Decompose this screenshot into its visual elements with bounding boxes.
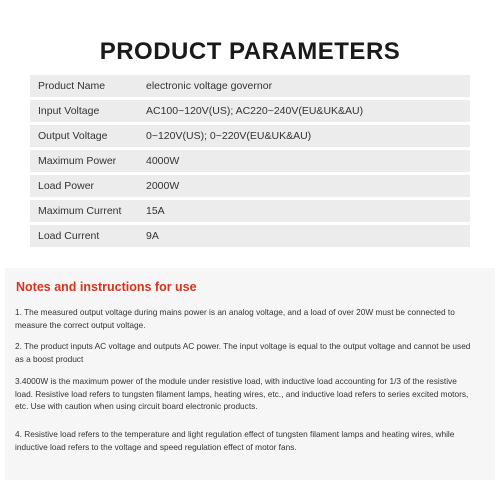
- param-value: 2000W: [146, 180, 180, 192]
- param-row-product-name: [30, 75, 470, 97]
- note-item-1: 1. The measured output voltage during mains power is an analog voltage, and a load of over 20W must be connected to measure the correct output voltage.: [15, 307, 455, 330]
- param-row-maximum-power: [30, 150, 470, 172]
- notes-heading: Notes and instructions for use: [16, 280, 197, 294]
- param-value: electronic voltage governor: [146, 80, 273, 92]
- param-row-output-voltage: [30, 125, 470, 147]
- param-label: Output Voltage: [38, 130, 108, 142]
- param-value: 9A: [146, 230, 159, 242]
- note-item-2: 2. The product inputs AC voltage and outputs AC power. The input voltage is equal to the output voltage and cannot be used as a boost product: [15, 341, 471, 364]
- param-label: Load Power: [38, 180, 95, 192]
- param-value: 0~120V(US); 0~220V(EU&UK&AU): [146, 130, 312, 142]
- page-title: PRODUCT PARAMETERS: [99, 38, 401, 65]
- param-label: Input Voltage: [38, 105, 100, 117]
- notes-section: [5, 268, 495, 480]
- param-row-maximum-current: [30, 200, 470, 222]
- note-item-3: 3.4000W is the maximum power of the module under resistive load, with inductive load accounting for 1/3 of the resistive load. Resistive load refers to tungsten filament lamps, heating wires, etc., and inductive load refers to series excited motors, etc. Use with caution when using circuit board electronic products.: [15, 376, 469, 411]
- param-label: Load Current: [38, 230, 100, 242]
- param-row-load-power: [30, 175, 470, 197]
- param-label: Maximum Current: [38, 205, 122, 217]
- param-label: Maximum Power: [38, 155, 117, 167]
- param-label: Product Name: [38, 80, 106, 92]
- param-value: 15A: [146, 205, 165, 217]
- param-value: 4000W: [146, 155, 180, 167]
- param-row-input-voltage: [30, 100, 470, 122]
- param-row-load-current: [30, 225, 470, 247]
- param-value: AC100~120V(US); AC220~240V(EU&UK&AU): [146, 105, 364, 117]
- note-item-4: 4. Resistive load refers to the temperature and light regulation effect of tungsten filament lamps and heating wires, while inductive load refers to the voltage and speed regulation effect of motor fans.: [15, 429, 455, 452]
